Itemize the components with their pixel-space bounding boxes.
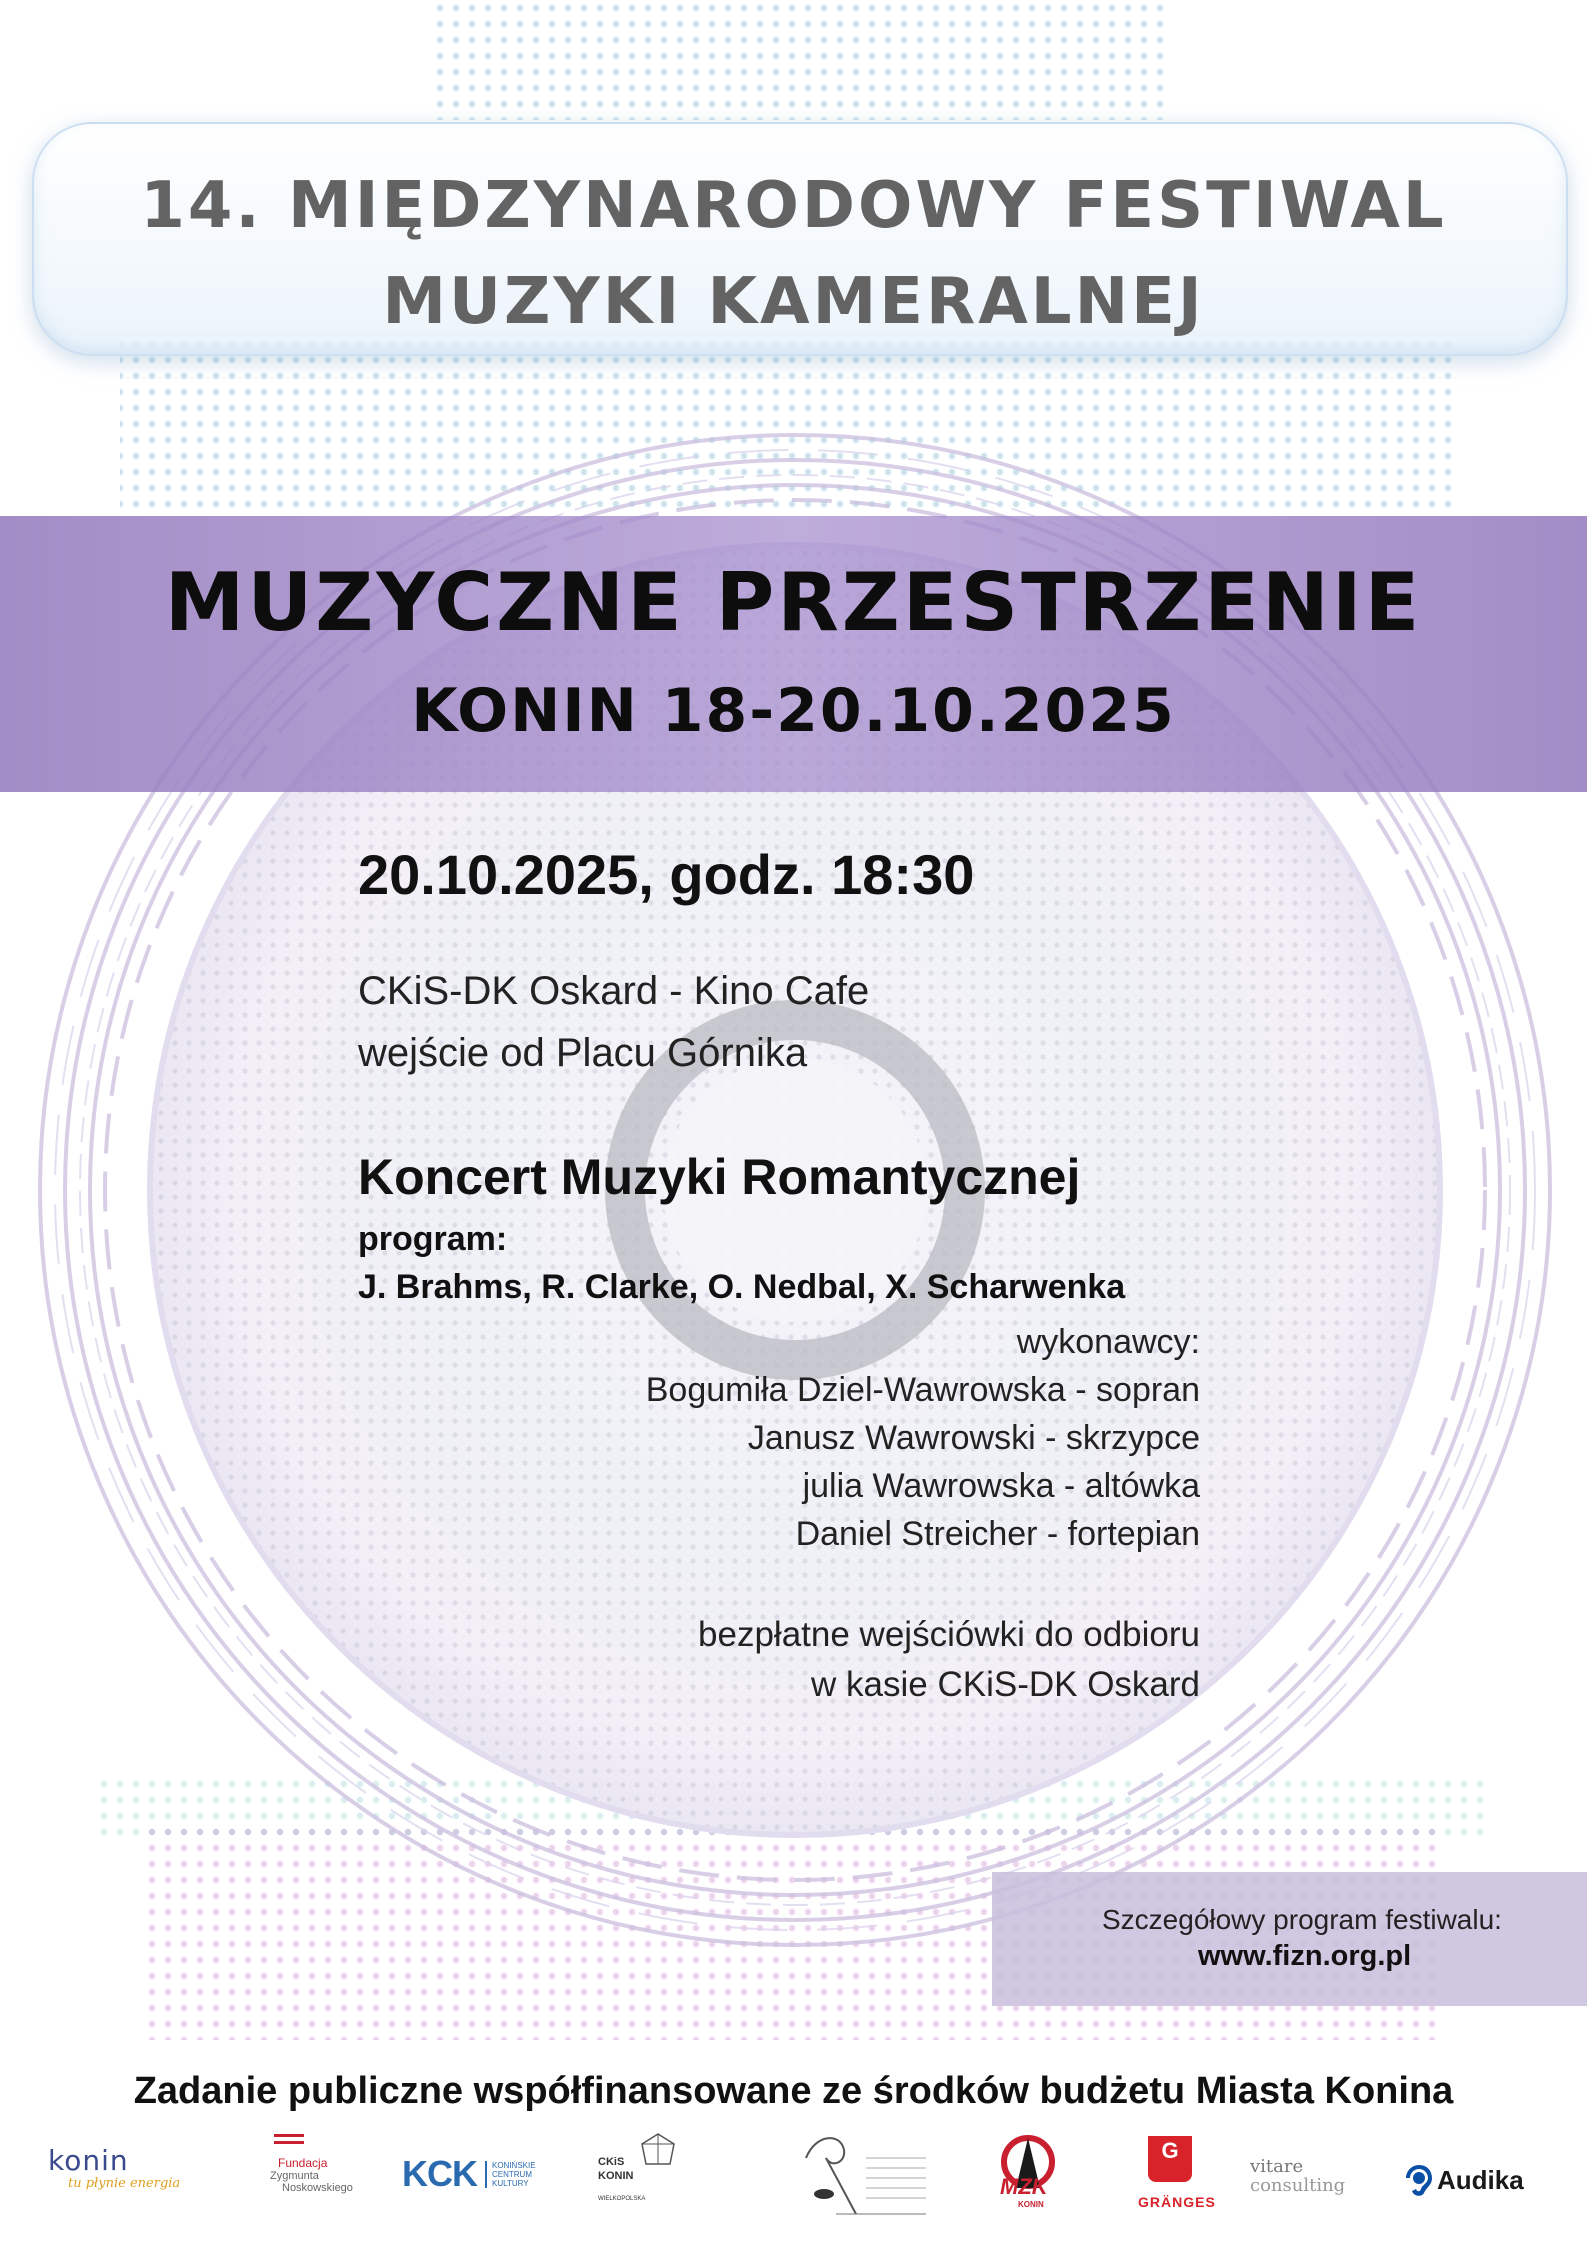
performer-item: Daniel Streicher - fortepian [795,1515,1200,1553]
tickets-line1: bezpłatne wejściówki do odbioru [698,1615,1200,1654]
band-title: MUZYCZNE PRZESTRZENIE [164,556,1423,649]
logo-vitare [1250,2158,1380,2208]
logo-vitare-line2: consulting [1250,2175,1346,2196]
logo-audika [1404,2160,1554,2200]
performers-list [646,1318,1200,1558]
fundacja-flag-icon [274,2132,308,2152]
performers-label: wykonawcy: [1016,1323,1200,1361]
logo-kck-line2: CENTRUM [492,2169,532,2179]
ckis-emblem-icon [638,2132,678,2168]
event-venue [358,960,869,1084]
logo-mzk-text: MZK [1000,2174,1048,2199]
logo-konin-name: konin [48,2144,129,2177]
logo-fundacja-line1: Fundacja [278,2156,328,2170]
info-box [992,1872,1587,2006]
logo-konin-slogan: tu płynie energia [68,2176,181,2191]
logo-wielkopolska: WIELKOPOLSKA [598,2196,646,2202]
logo-kck [402,2154,552,2194]
logo-kck-line3: KULTURY [492,2178,529,2188]
logo-audika-name: Audika [1437,2164,1524,2195]
granges-g-badge [1148,2136,1192,2182]
festival-title-line2: MUZYKI KAMERALNEJ [382,265,1205,339]
audika-ear-icon [1404,2163,1434,2197]
tickets-line2: w kasie CKiS-DK Oskard [811,1665,1200,1704]
violin-scroll-icon [796,2128,931,2218]
performer-item: julia Wawrowska - altówka [802,1467,1200,1505]
info-label: Szczegółowy program festiwalu: [1102,1904,1502,1935]
performer-item: Janusz Wawrowski - skrzypce [747,1419,1200,1457]
festival-title [0,158,1587,350]
logo-granges [1132,2136,1216,2216]
logo-kck-line1: KONIŃSKIE [492,2160,536,2170]
logo-music-society [796,2128,931,2218]
logo-kck-abbr: KCK [402,2153,477,2194]
logo-fundacja [270,2132,370,2212]
program-label: program: [358,1220,508,1258]
concert-title: Koncert Muzyki Romantycznej [358,1149,1081,1205]
logo-ckis [598,2132,738,2216]
logo-fundacja-line3: Noskowskiego [282,2182,353,2194]
logo-vitare-line1: vitare [1250,2156,1304,2177]
logo-fundacja-line2: Zygmunta [270,2170,319,2182]
logo-granges-letter: G [1161,2138,1179,2163]
logo-mzk-sub: KONIN [1018,2200,1044,2209]
info-url-link[interactable]: www.fizn.org.pl [1198,1940,1412,1972]
band-subtitle: KONIN 18-20.10.2025 [411,676,1176,746]
logo-ckis-line2: KONIN [598,2170,634,2182]
festival-title-line1: 14. MIĘDZYNARODOWY FESTIWAL [140,169,1447,243]
tickets-info [698,1610,1200,1710]
logo-granges-name: GRÄNGES [1138,2194,1216,2210]
sponsor-logos [0,2120,1587,2230]
venue-line1: CKiS-DK Oskard - Kino Cafe [358,969,870,1013]
venue-line2: wejście od Placu Górnika [358,1031,808,1075]
funding-note: Zadanie publiczne współfinansowane ze środków budżetu Miasta Konina [133,2070,1454,2112]
event-datetime: 20.10.2025, godz. 18:30 [358,843,975,906]
performer-item: Bogumiła Dziel-Wawrowska - sopran [645,1371,1200,1409]
logo-mzk [994,2132,1064,2218]
logo-konin [48,2146,198,2206]
logo-ckis-line1: CKiS [598,2156,625,2168]
program-composers: J. Brahms, R. Clarke, O. Nedbal, X. Scharwenka [358,1268,1126,1306]
